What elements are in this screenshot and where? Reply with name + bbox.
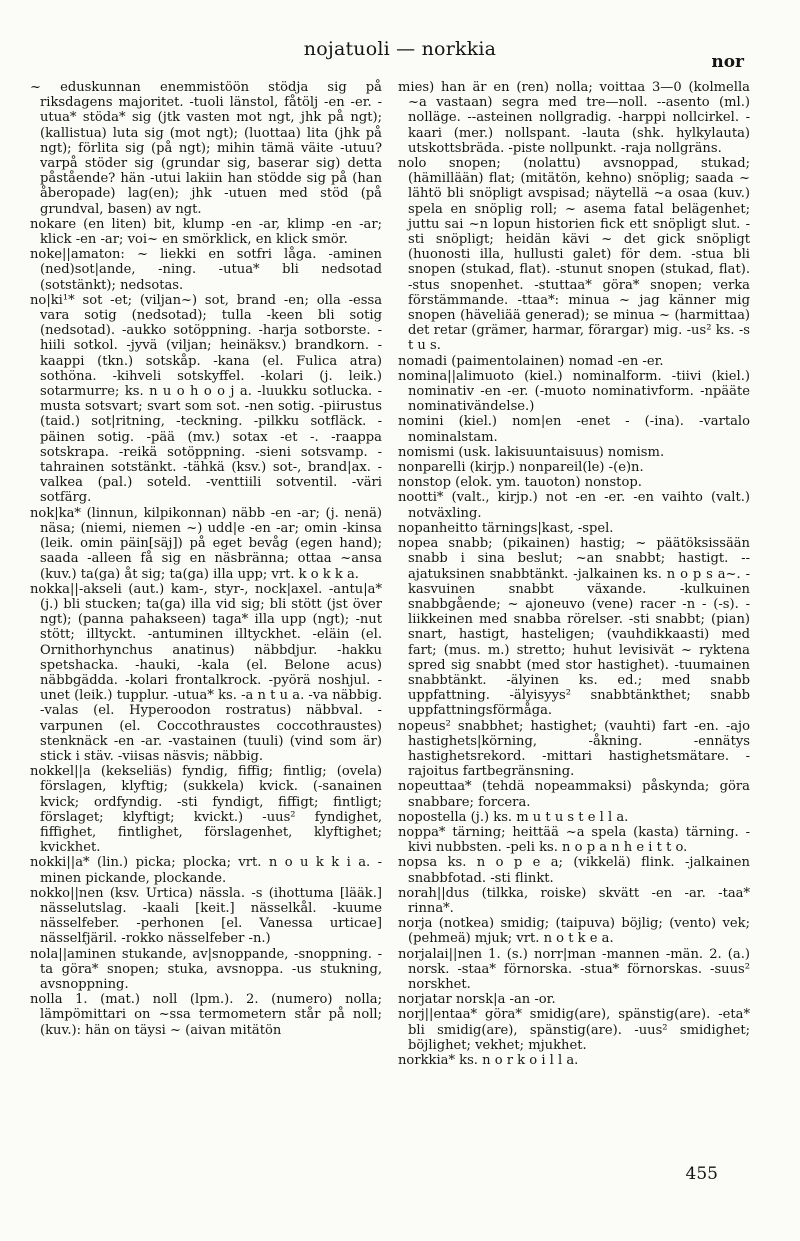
dictionary-entry: nomina||alimuoto (kiel.) nominalform. -tiivi (kiel.) nominativ -en -er. (-muoto nominativform. -npääte nominativändelse.) bbox=[398, 368, 750, 415]
dictionary-entry: nonstop (elok. ym. tauoton) nonstop. bbox=[398, 475, 642, 491]
dictionary-entry: nomini (kiel.) nom|en -enet - (-ina). -vartalo nominalstam. bbox=[398, 414, 750, 445]
page-number: 455 bbox=[685, 1164, 718, 1184]
right-column bbox=[398, 80, 750, 1068]
dictionary-entry: nok|ka* (linnun, kilpikonnan) näbb -en -ar; (j. nenä) näsa; (niemi, niemen ~) udd|e -en -ar; omin -kinsa (leik. omin päin[säj]) på eget bevåg (egen hand); saada -alleen få sig en näsbränna; ottaa ~ansa (kuv.) ta(ga) åt sig; ta(ga) illa upp; vrt. k o k k a. bbox=[30, 505, 382, 582]
page-header-guide-word: nor bbox=[711, 52, 744, 72]
dictionary-entry: mies) han är en (ren) nolla; voittaa 3—0 (kolmella ~a vastaan) segra med tre—noll. --asento (ml.) nolläge. --asteinen nollgradig. -harppi nollcirkel. -kaari (mer.) nollspant. -lauta (shk. hylkylauta) utskottsbräda. -piste nollpunkt. -raja nollgräns. bbox=[398, 80, 750, 156]
dictionary-entry: nola||aminen stukande, av|snoppande, -snoppning. -ta göra* snopen; stuka, avsnoppa. -us stukning, avsnoppning. bbox=[30, 946, 382, 992]
dictionary-entry: nokare (en liten) bit, klump -en -ar, klimp -en -ar; klick -en -ar; voi~ en smörklick, en klick smör. bbox=[30, 216, 382, 248]
dictionary-entry: nokka||-akseli (aut.) kam-, styr-, nock|axel. -antu|a* (j.) bli stucken; ta(ga) illa vid sig; bli stött (jst över ngt); (panna pahakseen) taga* illa upp (ngt); -nut stött; illtyckt. -antuminen illtyckhet. -eläin (el. Ornithorhynchus anatinus) näbbdjur. -hakku spetshacka. -hauki, -kala (el. Belone acus) näbbgädda. -kolari frontalkrock. -pyörä noshjul. -unet (leik.) tupplur. -utua* ks. -a n t u a. -va näbbig. -valas (el. Hyperoodon rostratus) näbbval. -varpunen (el. Coccothraustes coccothraustes) stenknäck -en -ar. -vastainen (tuuli) (vind som är) stick i stäv. -viisas näsvis; näbbig. bbox=[30, 581, 382, 764]
dictionary-entry: nopeuttaa* (tehdä nopeammaksi) påskynda; göra snabbare; forcera. bbox=[398, 779, 750, 810]
dictionary-entry: norkkia* ks. n o r k o i l l a. bbox=[398, 1053, 579, 1068]
left-column bbox=[30, 80, 382, 1038]
dictionary-entry: norj||entaa* göra* smidig(are), spänstig(are). -eta* bli smidig(are), spänstig(are). -uus² smidighet; böjlighet; vekhet; mjukhet. bbox=[398, 1007, 750, 1053]
dictionary-entry: nokkel||a (kekseliäs) fyndig, fiffig; fintlig; (ovela) förslagen, klyftig; (sukkela) kvick. (-sanainen kvick; ordfyndig. -sti fyndigt, fiffigt; fintligt; förslaget; klyftigt; kvickt.) -uus² fyndighet, fiffighet, fintlighet, förslagenhet, klyftighet; kvickhet. bbox=[30, 764, 382, 856]
dictionary-entry: nootti* (valt., kirjp.) not -en -er. -en vaihto (valt.) notväxling. bbox=[398, 490, 750, 521]
dictionary-entry: nonparelli (kirjp.) nonpareil(le) -(e)n. bbox=[398, 460, 644, 476]
page-header-title: nojatuoli — norkkia bbox=[303, 38, 497, 60]
dictionary-entry: no|ki¹* sot -et; (viljan~) sot, brand -en; olla -essa vara sotig (nedsotad); tulla -keen bli sotig (nedsotad). -aukko sotöppning. -harja sotborste. -hiili sotkol. -jyvä (viljan; heinäksv.) brandkorn. -kaappi (tkn.) sotskåp. -kana (el. Fulica atra) sothöna. -kihveli sotskyffel. -kolari (j. leik.) sotarmurre; ks. n u o h o o j a. -luukku sotlucka. -musta sotsvart; svart som sot. -nen sotig. -piirustus (taid.) sot|ritning, -teckning. -pilkku sotfläck. -päinen sotig. -pää (mv.) sotax -et -. -raappa sotskrapa. -reikä sotöppning. -sieni sotsvamp. -tahrainen sotstänkt. -tähkä (ksv.) sot-, brand|ax. -valkea (pal.) soteld. -venttiili sotventil. -väri sotfärg. bbox=[30, 292, 382, 506]
dictionary-entry: norah||dus (tilkka, roiske) skvätt -en -ar. -taa* rinna*. bbox=[398, 885, 750, 916]
dictionary-entry: norjalai||nen 1. (s.) norr|man -mannen -män. 2. (a.) norsk. -staa* förnorska. -stua* förnorskas. -suus² norskhet. bbox=[398, 946, 750, 992]
dictionary-entry: norjatar norsk|a -an -or. bbox=[398, 992, 556, 1008]
dictionary-entry: norja (notkea) smidig; (taipuva) böjlig; (vento) vek; (pehmeä) mjuk; vrt. n o t k e a. bbox=[398, 916, 750, 947]
dictionary-entry: nomismi (usk. lakisuuntaisuus) nomism. bbox=[398, 444, 665, 460]
dictionary-entry: nokko||nen (ksv. Urtica) nässla. -s (ihottuma [lääk.] nässelutslag. -kaali [keit.] nässelkål. -kuume nässelfeber. -perhonen [el. Vanessa urticae] nässelfjäril. -rokko nässelfeber -n.) bbox=[30, 885, 382, 947]
dictionary-entry: nopostella (j.) ks. m u t u s t e l l a. bbox=[398, 809, 629, 825]
dictionary-entry: noke||amaton: ~ liekki en sotfri låga. -aminen (ned)sot|ande, -ning. -utua* bli nedsotad (sotstänkt); nedsotas. bbox=[30, 247, 382, 293]
dictionary-entry: nomadi (paimentolainen) nomad -en -er. bbox=[398, 353, 664, 369]
dictionary-entry: nolo snopen; (nolattu) avsnoppad, stukad; (hämillään) flat; (mitätön, kehno) snöplig; saada ~ lähtö bli snöpligt avspisad; näytellä ~a osaa (kuv.) spela en snöplig roll; ~ asema fatal belägenhet; juttu sai ~n lopun historien fick ett snöpligt slut. -sti snöpligt; heidän kävi ~ det gick snöpligt (huonosti illa, hullusti galet) för dem. -stua bli snopen (stukad, flat). -stunut snopen (stukad, flat). -stus snopenhet. -stuttaa* göra* snopen; verka förstämmande. -ttaa*: minua ~ jag känner mig snopen (häveliää generad); se minua ~ (harmittaa) det retar (grämer, harmar, förargar) mig. -us² ks. -s t u s. bbox=[398, 156, 750, 354]
dictionary-entry: nopeus² snabbhet; hastighet; (vauhti) fart -en. -ajo hastighets|körning, -åkning. -ennätys hastighetsrekord. -mittari hastighetsmätare. -rajoitus fartbegränsning. bbox=[398, 718, 750, 780]
dictionary-entry: ~ eduskunnan enemmistöön stödja sig på riksdagens majoritet. -tuoli länstol, fåtölj -en -er. -utua* stöda* sig (jtk vasten mot ngt, jhk på ngt); (kallistua) luta sig (mot ngt); (luottaa) lita (jhk på ngt); förlita sig (på ngt); mihin tämä väite -utuu? varpå stöder sig (grundar sig, baserar sig) detta påstående? hän -utui lakiin han stödde sig på (han åberopade) lag(en); jhk -utuen med stöd (på grundval, basen) av ngt. bbox=[30, 80, 382, 217]
dictionary-entry: nokki||a* (lin.) picka; plocka; vrt. n o u k k i a. -minen pickande, plockande. bbox=[30, 855, 382, 886]
dictionary-entry: nolla 1. (mat.) noll (lpm.). 2. (numero) nolla; lämpömittari on ~ssa termometern står på noll; (kuv.): hän on täysi ~ (aivan mitätön bbox=[30, 992, 382, 1038]
dictionary-entry: noppa* tärning; heittää ~a spela (kasta) tärning. -kivi nubbsten. -peli ks. n o p a n h e i t t o. bbox=[398, 824, 750, 856]
dictionary-entry: nopanheitto tärnings|kast, -spel. bbox=[398, 520, 614, 536]
dictionary-entry: nopsa ks. n o p e a; (vikkelä) flink. -jalkainen snabbfotad. -sti flinkt. bbox=[398, 855, 750, 886]
dictionary-entry: nopea snabb; (pikainen) hastig; ~ päätöksissään snabb i sina beslut; ~an snabbt; hastigt. --ajatuksinen snabbtänkt. -jalkainen ks. n o p s a~. -kasvuinen snabbt växande. -kulkuinen snabbgående; ~ ajoneuvo (vene) racer -n - (-s). -liikkeinen med snabba rörelser. -sti snabbt; (pian) snart, hastigt, hasteligen; (vauhdikkaasti) med fart; (mus. m.) stretto; huhut levisivät ~ ryktena spred sig snabbt (med stor hastighet). -tuumainen snabbtänkt. -älyinen ks. ed.; med snabb uppfattning. -älyisyys² snabbtänkthet; snabb uppfattningsförmåga. bbox=[398, 536, 750, 719]
